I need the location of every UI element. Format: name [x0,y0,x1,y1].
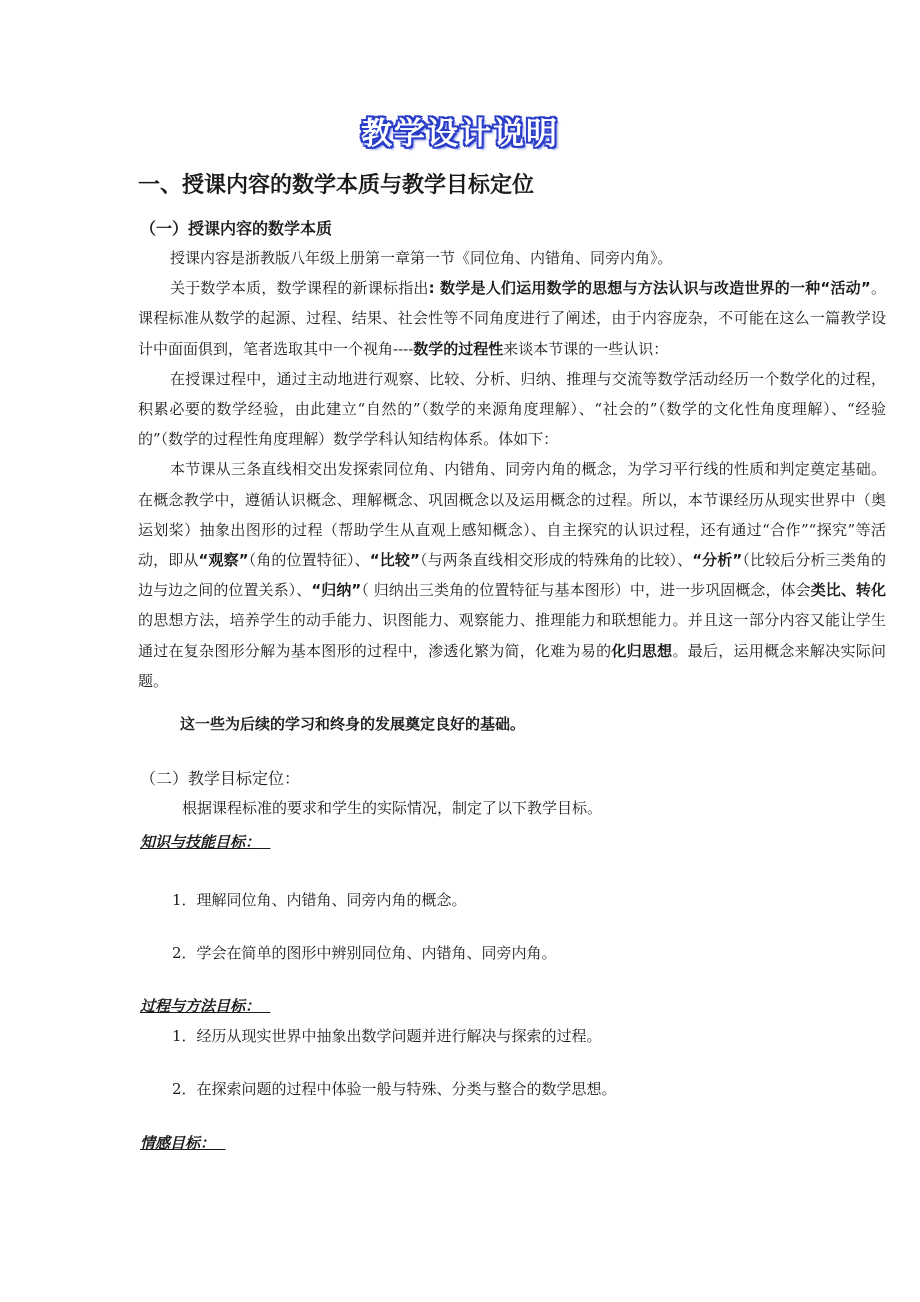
document-title: 教学设计说明 [361,116,559,152]
goal-process-item-2: 2．在探索问题的过程中体验一般与特殊、分类与整合的数学思想。 [172,1080,617,1098]
paragraph-2: 关于数学本质，数学课程的新课标指出: 数学是人们运用数学的思想与方法认识与改造世界的一种“活动”。课程标准从数学的起源、过程、结果、社会性等不同角度进行了阐述，由于内容庞杂，不可能在这么一篇教学设计中面面俱到，笔者选取其中一个视角----数学的过程性来谈本节课的一些认识： [138,279,886,358]
paragraph-4: 本节课从三条直线相交出发探索同位角、内错角、同旁内角的概念，为学习平行线的性质和判定奠定基础。在概念教学中，遵循认识概念、理解概念、巩固概念以及运用概念的过程。所以，本节课经历从现实世界中（奥运划桨）抽象出图形的过程（帮助学生从直观上感知概念）、自主探究的认识过程，还有通过“合作”“探究”等活动，即从“观察”（角的位置特征）、“比较”（与两条直线相交形成的特殊角的比较）、“分析”（比较后分析三类角的边与边之间的位置关系）、“归纳”（ 归纳出三类角的位置特征与基本图形）中，进一步巩固概念，体会类比、转化的思想方法，培养学生的动手能力、识图能力、观察能力、推理能力和联想能力。并且这一部分内容又能让学生通过在复杂图形分解为基本图形的过程中，渗透化繁为简，化难为易的化归思想。最后，运用概念来解决实际问题。 [138,460,886,690]
goal-knowledge-item-1: 1．理解同位角、内错角、同旁内角的概念。 [172,891,467,909]
goal-heading-process: 过程与方法目标： [140,997,261,1015]
body-text-block [138,243,886,696]
subsection-heading-2: （二）教学目标定位： [140,769,301,788]
goal-knowledge-item-2: 2．学会在简单的图形中辨别同位角、内错角、同旁内角。 [172,944,557,962]
goal-heading-emotion: 情感目标： [140,1134,216,1152]
goals-intro: 根据课程标准的要求和学生的实际情况，制定了以下教学目标。 [182,799,603,817]
goal-process-item-1: 1．经历从现实世界中抽象出数学问题并进行解决与探索的过程。 [172,1027,602,1045]
goal-heading-knowledge: 知识与技能目标： [140,833,261,851]
subsection-heading-1: （一）授课内容的数学本质 [140,219,333,238]
paragraph-1: 授课内容是浙教版八年级上册第一章第一节《同位角、内错角、同旁内角》。 [170,249,673,267]
paragraph-3: 在授课过程中，通过主动地进行观察、比较、分析、归纳、推理与交流等数学活动经历一个数学化的过程，积累必要的数学经验，由此建立“自然的”（数学的来源角度理解）、“社会的”（数学的文化性角度理解）、“经验的”（数学的过程性角度理解）数学学科认知结构体系。体如下： [138,369,886,449]
summary-sentence: 这一些为后续的学习和终身的发展奠定良好的基础。 [180,715,526,733]
section-heading-1: 一、授课内容的数学本质与教学目标定位 [138,173,535,198]
